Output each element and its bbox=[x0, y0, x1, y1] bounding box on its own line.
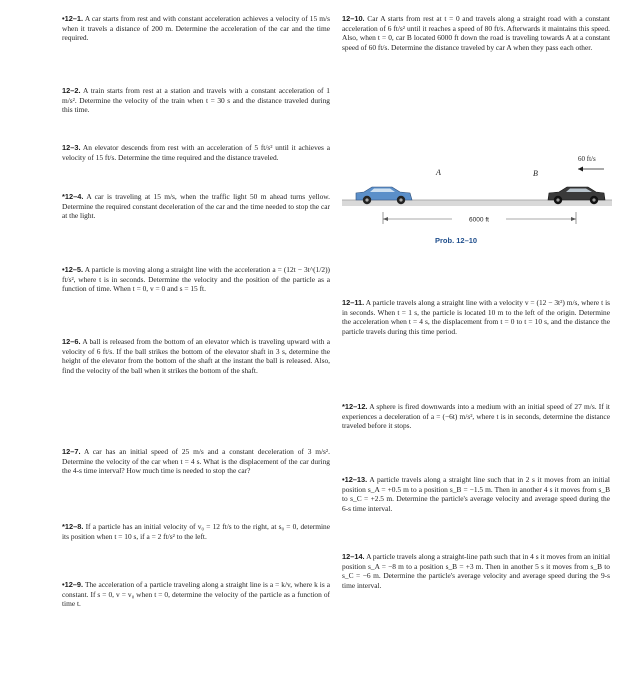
problem-12-14 bbox=[342, 552, 610, 590]
car-a-label: A bbox=[436, 168, 441, 177]
problem-12-3 bbox=[62, 143, 330, 162]
problem-number: *12–4. bbox=[62, 192, 84, 201]
problem-12-10 bbox=[342, 14, 610, 52]
problem-text: A particle travels along a straight line such that in 2 s it moves from an initial position s_A = +0.5 m to a position s_B = −1.5 m. Then in another 4 s it moves from s_B to s_C = +2.5 m. Determine the particle's average velocity and average speed during the 6-s time interval. bbox=[342, 475, 610, 513]
problem-number: 12–10. bbox=[342, 14, 365, 23]
problem-number: 12–3. bbox=[62, 143, 81, 152]
velocity-arrow-icon bbox=[578, 167, 604, 172]
problem-text: A train starts from rest at a station and travels with a constant acceleration of 1 m/s². Determine the velocity of the train when t = 30 s and the distance traveled during this time. bbox=[62, 86, 330, 115]
problem-text: A particle is moving along a straight line with the acceleration a = (12t − 3t^(1/2)) ft/s², where t is in seconds. Determine the velocity and the position of the particle as a function of time. When t = 0, v = 0 and s = 15 ft. bbox=[62, 265, 330, 294]
distance-label: 6000 ft bbox=[469, 216, 489, 224]
problem-12-11 bbox=[342, 298, 610, 336]
speed-label: 60 ft/s bbox=[578, 155, 596, 163]
problem-text: A car is traveling at 15 m/s, when the traffic light 50 m ahead turns yellow. Determine the required constant deceleration of the car and the time needed to stop the car at the light. bbox=[62, 192, 330, 221]
problem-number: 12–6. bbox=[62, 337, 81, 346]
problem-12-8 bbox=[62, 522, 330, 541]
problem-12-1 bbox=[62, 14, 330, 43]
problem-text: If a particle has an initial velocity of v₀ = 12 ft/s to the right, at s₀ = 0, determine its position when t = 10 s, if a = 2 ft/s² to the left. bbox=[62, 522, 330, 541]
car-b-label: B bbox=[533, 169, 538, 178]
problem-number: •12–5. bbox=[62, 265, 84, 274]
problem-number: 12–7. bbox=[62, 447, 81, 456]
problem-text: A ball is released from the bottom of an elevator which is traveling upward with a velocity of 6 ft/s. If the ball strikes the bottom of the elevator shaft in 3 s, determine the height of the elevator from the bottom of the shaft at the instant the ball is released. Also, find the velocity of the ball when it strikes the bottom of the shaft. bbox=[62, 337, 330, 375]
problem-text: The acceleration of a particle traveling along a straight line is a = k/v, where k is a constant. If s = 0, v = v₀ when t = 0, determine the velocity of the particle as a function of time t. bbox=[62, 580, 331, 609]
problem-text: A car has an initial speed of 25 m/s and a constant deceleration of 3 m/s². Determine the velocity of the car when t = 4 s. What is the displacement of the car during the 4-s time interval? How much time is needed to stop the car? bbox=[62, 447, 330, 476]
problem-number: •12–1. bbox=[62, 14, 84, 23]
figure-caption: Prob. 12–10 bbox=[435, 236, 478, 245]
problem-number: 12–14. bbox=[342, 552, 365, 561]
problem-text: Car A starts from rest at t = 0 and travels along a straight road with a constant acceleration of 6 ft/s² until it reaches a speed of 80 ft/s. Afterwards it maintains this speed. Also, when t = 0, car B located 6000 ft down the road is traveling towards A at a constant speed of 60 ft/s. Determine the distance traveled by car A when they pass each other. bbox=[342, 14, 610, 52]
problem-12-2 bbox=[62, 86, 330, 115]
problem-12-12 bbox=[342, 402, 610, 431]
problem-12-9 bbox=[62, 580, 330, 609]
problem-text: A sphere is fired downwards into a medium with an initial speed of 27 m/s. If it experiences a deceleration of a = (−6t) m/s², where t is in seconds, determine the distance traveled before it stops. bbox=[342, 402, 610, 431]
problem-12-13 bbox=[342, 475, 610, 513]
problem-12-7 bbox=[62, 447, 330, 476]
road bbox=[342, 200, 612, 206]
problem-12-6 bbox=[62, 337, 330, 375]
problem-number: *12–8. bbox=[62, 522, 84, 531]
problem-number: •12–13. bbox=[342, 475, 368, 484]
problem-12-4 bbox=[62, 192, 330, 221]
problem-number: *12–12. bbox=[342, 402, 368, 411]
problem-number: 12–11. bbox=[342, 298, 365, 307]
problem-number: 12–2. bbox=[62, 86, 81, 95]
problem-text: A car starts from rest and with constant acceleration achieves a velocity of 15 m/s when it travels a distance of 200 m. Determine the acceleration of the car and the time required. bbox=[62, 14, 330, 43]
problem-text: An elevator descends from rest with an acceleration of 5 ft/s² until it achieves a velocity of 15 ft/s. Determine the time required and the distance traveled. bbox=[62, 143, 330, 162]
problem-text: A particle travels along a straight-line path such that in 4 s it moves from an initial position s_A = −8 m to a position s_B = +3 m. Then in another 5 s it moves from s_B to s_C = −6 m. Determine the particle's average velocity and average speed during the 9-s time interval. bbox=[342, 552, 611, 590]
problem-text: A particle travels along a straight line with a velocity v = (12 − 3t²) m/s, where t is in seconds. When t = 1 s, the particle is located 10 m to the left of the origin. Determine the acceleration when t = 4 s, the displacement from t = 0 to t = 10 s, and the distance the particle travels during this time period. bbox=[342, 298, 610, 336]
problem-number: •12–9. bbox=[62, 580, 84, 589]
problem-12-5 bbox=[62, 265, 330, 294]
